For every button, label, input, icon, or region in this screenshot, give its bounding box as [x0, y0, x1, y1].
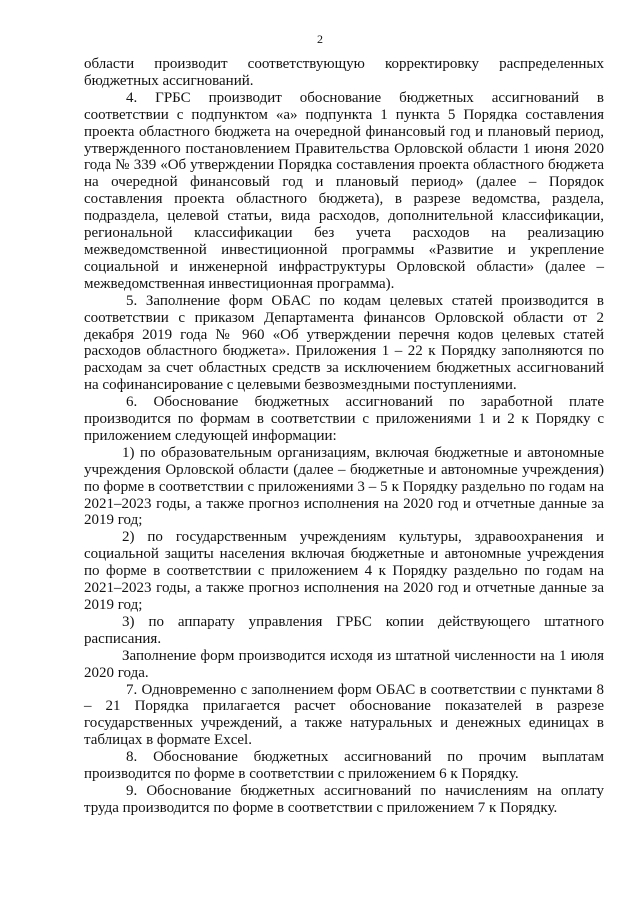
paragraph-item-4: 4. ГРБС производит обоснование бюджетных ассигнований в соответствии с подпунктом «а» подпункта 1 пункта 5 Порядка составления проекта областного бюджета на очередной финансовый год и плановый период, утвержденного постановлением Правительства Орловской области 1 июня 2020 года № 339 «Об утверждении Порядка составления проекта областного бюджета на очередной финансовый год и плановый период» (далее – Порядок составления проекта областного бюджета), в разрезе ведомства, раздела, подраздела, целевой статьи, вида расходов, дополнительной классификации, региональной классификации без учета расходов на реализацию межведомственной инвестиционной программы «Развитие и укрепление социальной и инженерной инфраструктуры Орловской области» (далее – межведомственная инвестиционная программа). [84, 89, 604, 292]
subitem-1: 1) по образовательным организациям, включая бюджетные и автономные учреждения Орловской области (далее – бюджетные и автономные учреждения) по форме в соответствии с приложениями 3 – 5 к Порядку раздельно по годам на 2021–2023 годы, а также прогноз исполнения на 2020 год и отчетные данные за 2019 год; [84, 444, 604, 529]
paragraph-staff-note: Заполнение форм производится исходя из штатной численности на 1 июля 2020 года. [84, 647, 604, 681]
document-body [84, 56, 604, 817]
paragraph-item-9: 9. Обоснование бюджетных ассигнований по начислениям на оплату труда производится по форме в соответствии с приложением 7 к Порядку. [84, 782, 604, 816]
page-number: 2 [317, 32, 323, 46]
paragraph-item-5: 5. Заполнение форм ОБАС по кодам целевых статей производится в соответствии с приказом Департамента финансов Орловской области от 2 декабря 2019 года № 960 «Об утверждении перечня кодов целевых статей расходов областного бюджета». Приложения 1 – 22 к Порядку заполняются по расходам за счет областных средств за исключением бюджетных ассигнований на софинансирование с целевыми безвозмездными поступлениями. [84, 292, 604, 394]
subitem-3: 3) по аппарату управления ГРБС копии действующего штатного расписания. [84, 613, 604, 647]
paragraph-item-8: 8. Обоснование бюджетных ассигнований по прочим выплатам производится по форме в соответствии с приложением 6 к Порядку. [84, 749, 604, 783]
paragraph-continuation: области производит соответствующую корректировку распределенных бюджетных ассигнований. [84, 56, 604, 89]
subitem-2: 2) по государственным учреждениям культуры, здравоохранения и социальной защиты населения включая бюджетные и автономные учреждения по форме в соответствии с приложением 4 к Порядку раздельно по годам на 2021–2023 годы, а также прогноз исполнения на 2020 год и отчетные данные за 2019 год; [84, 529, 604, 613]
paragraph-item-6: 6. Обоснование бюджетных ассигнований по заработной плате производится по формам в соответствии с приложениями 1 и 2 к Порядку с приложением следующей информации: [84, 394, 604, 444]
paragraph-item-7: 7. Одновременно с заполнением форм ОБАС в соответствии с пунктами 8 – 21 Порядка прилагается расчет обоснование показателей в разрезе государственных учреждений, а также натуральных и денежных единицах в таблицах в формате Excel. [84, 681, 604, 749]
